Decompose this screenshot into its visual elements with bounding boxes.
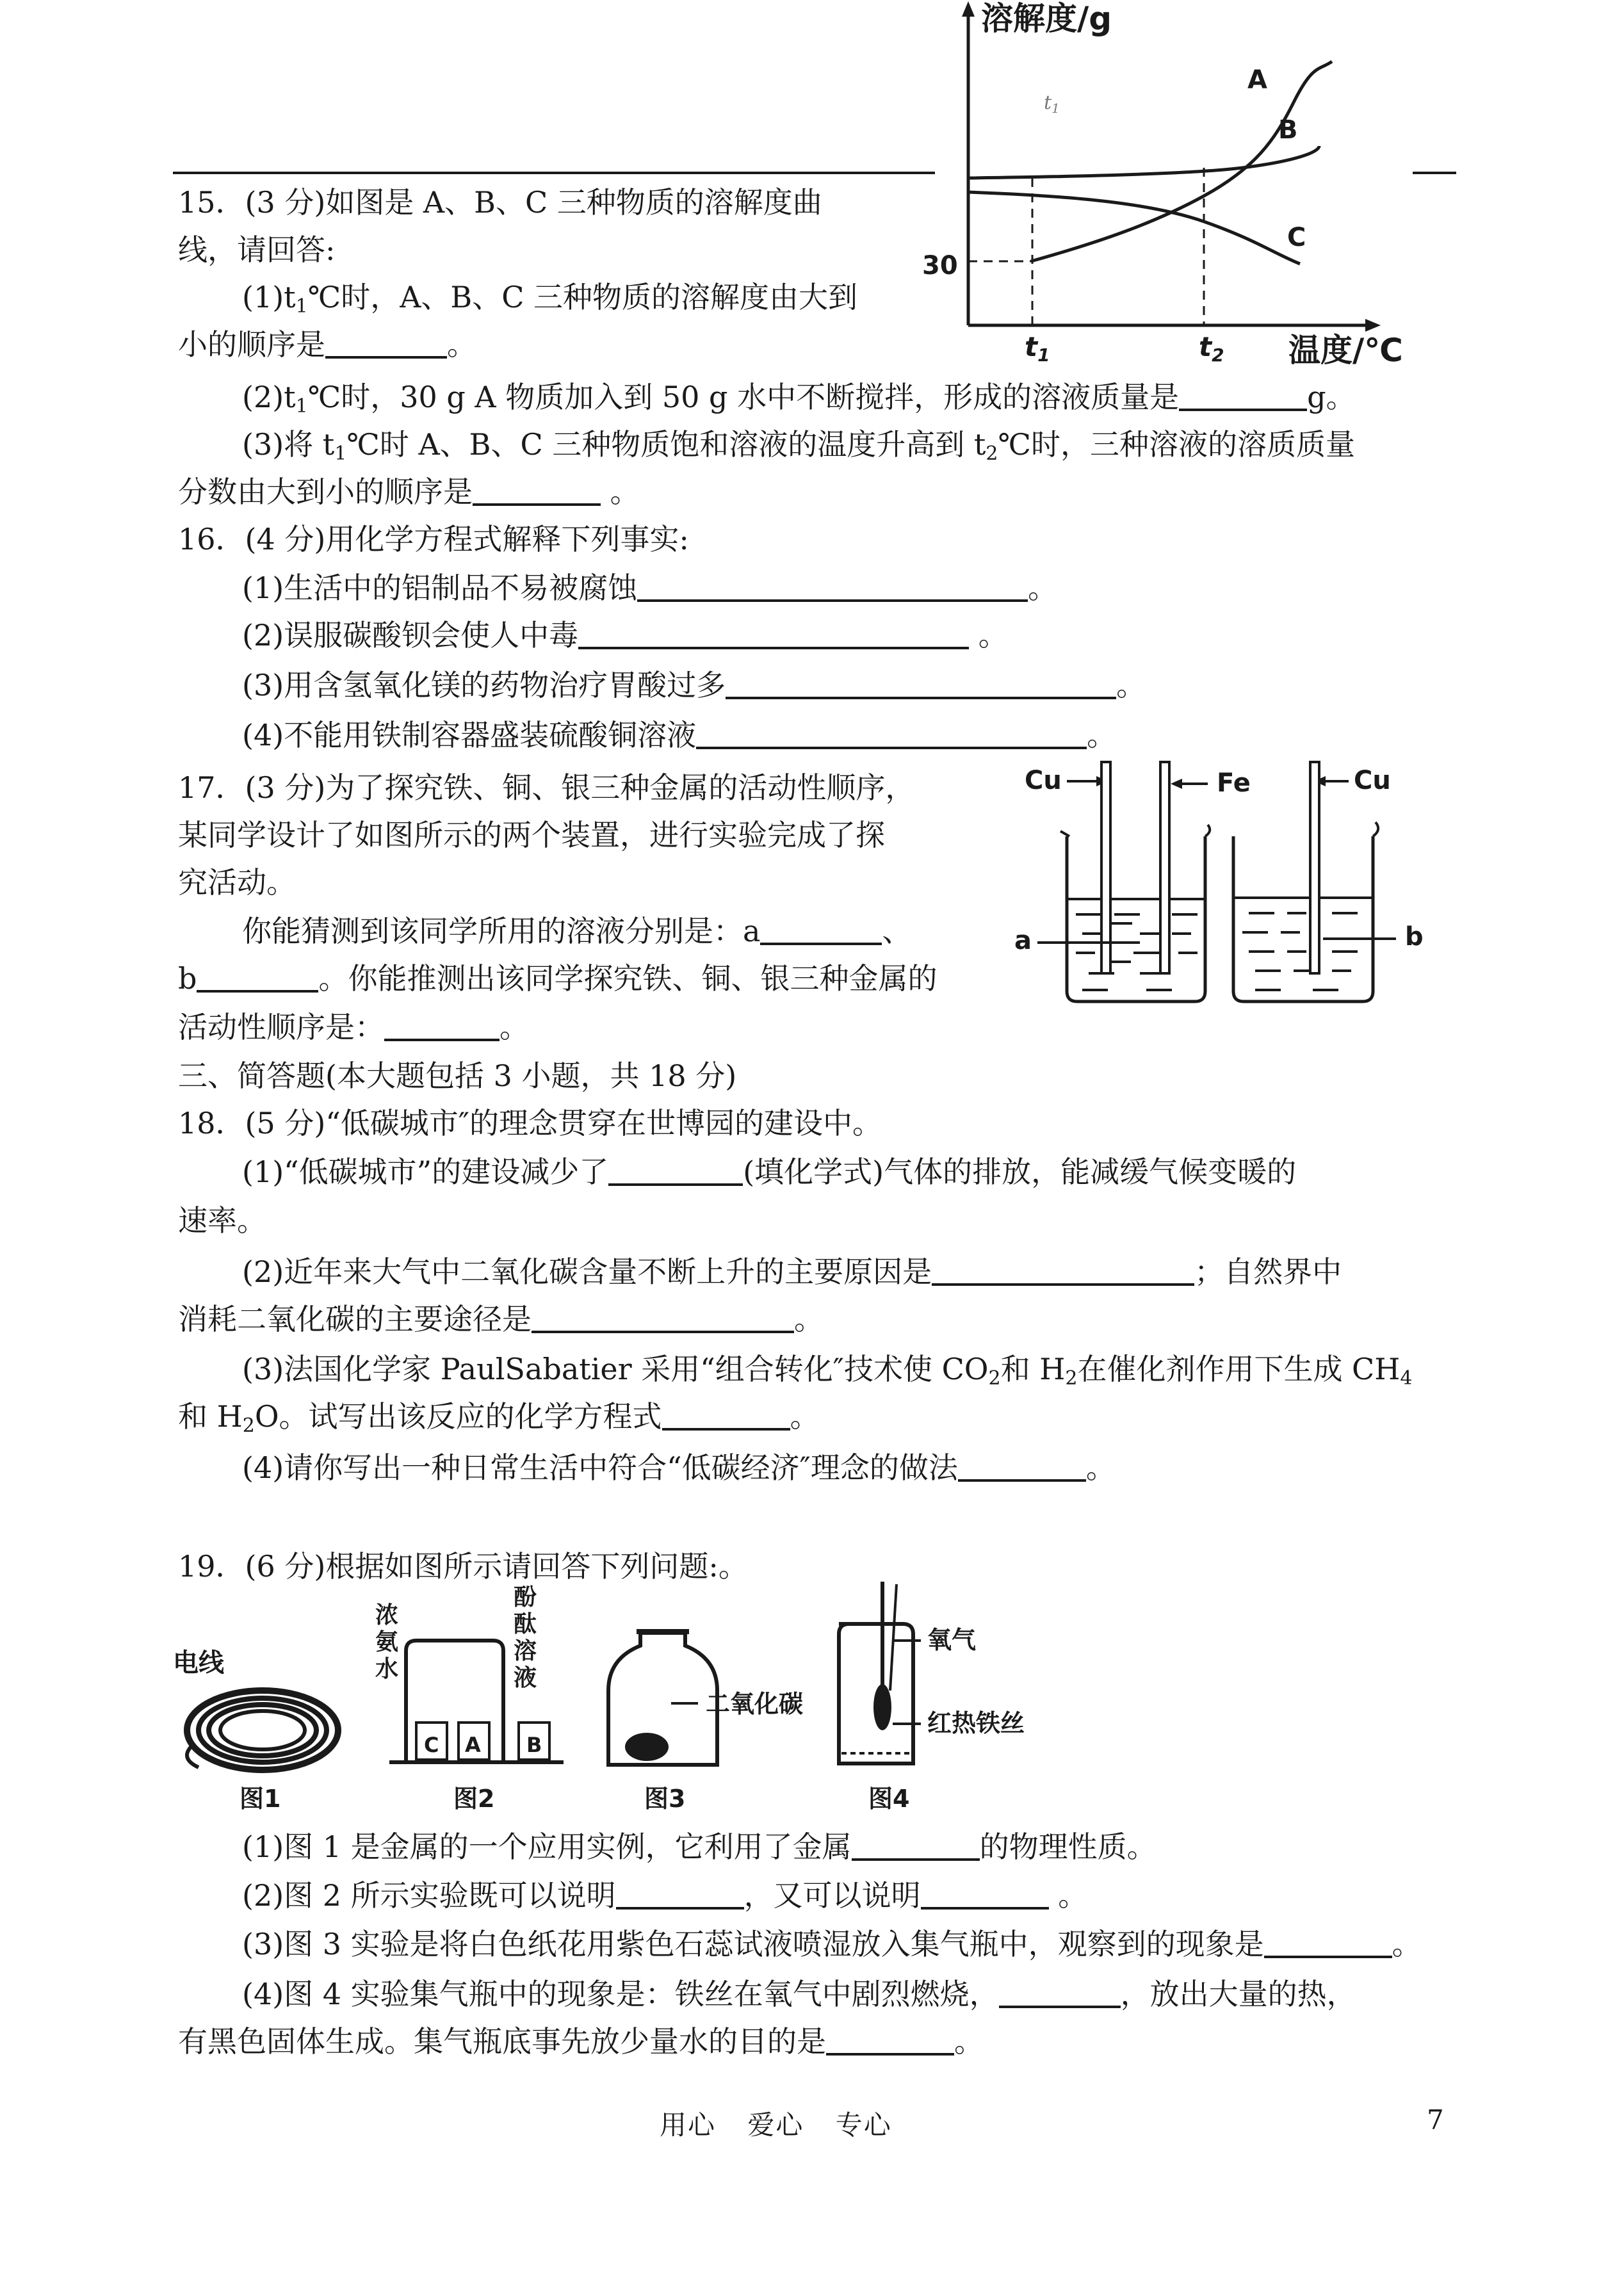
q19-line5: (4)图 4 实验集气瓶中的现象是：铁丝在氧气中剧烈燃烧， ，放出大量的热，	[242, 1977, 1356, 2011]
answer-blank[interactable]	[608, 1155, 743, 1186]
q18-line1: 18．(5 分)“低碳城市″的理念贯穿在世博园的建设中。	[178, 1106, 882, 1140]
q19-line4: (3)图 3 实验是将白色纸花用紫色石蕊试液喷湿放入集气瓶中，观察到的现象是 。	[242, 1927, 1422, 1961]
answer-blank[interactable]	[384, 1010, 499, 1041]
figure-4-iron-jar	[839, 1582, 1025, 1764]
q16-line3: (2)误服碳酸钡会使人中毒 。	[242, 618, 1008, 653]
x-tick-t2: t2	[1199, 331, 1224, 366]
answer-blank[interactable]	[999, 1977, 1121, 2008]
page-number: 7	[1427, 2104, 1444, 2136]
oxygen-label: 氧气	[927, 1626, 977, 1654]
iron-wire-label: 红热铁丝	[927, 1709, 1025, 1737]
solution-b-label: b	[1405, 922, 1424, 952]
answer-blank[interactable]	[852, 1830, 980, 1861]
answer-blank[interactable]	[726, 669, 1116, 699]
q19-line2: (1)图 1 是金属的一个应用实例，它利用了金属 的物理性质。	[242, 1829, 1157, 1864]
page-footer: 用心 爱心 专心	[660, 2109, 892, 2141]
q19-line6: 有黑色固体生成。集气瓶底事先放少量水的目的是 。	[178, 2024, 984, 2059]
beaker-left	[1060, 762, 1210, 1002]
solubility-chart	[909, 0, 1454, 371]
q18-line6: (3)法国化学家 PaulSabatier 采用“组合转化″技术使 $CO_2$和 $H_2$在催化剂作用下生成 $CH_4$	[242, 1352, 1413, 1390]
ammonia-label-1: 浓	[375, 1602, 399, 1628]
beaker-a-label: A	[465, 1733, 481, 1757]
x-axis-label: 温度/℃	[1288, 332, 1403, 369]
cu-label-left: Cu	[1025, 766, 1062, 795]
q15-line2: 线，请回答:	[178, 232, 336, 267]
x-axis	[968, 319, 1381, 332]
q15-line4: 小的顺序是 。	[178, 327, 476, 362]
figure-1-caption: 图1	[240, 1785, 281, 1813]
q17-line1: 17．(3 分)为了探究铁、铜、银三种金属的活动性顺序，	[178, 770, 915, 805]
q18-line4: (2)近年来大气中二氧化碳含量不断上升的主要原因是 ；自然界中	[242, 1254, 1342, 1289]
curve-b	[968, 146, 1319, 178]
q17-line5: b 。你能推测出该同学探究铁、铜、银三种金属的	[178, 961, 938, 996]
figure-3-co2-jar	[608, 1632, 803, 1765]
answer-blank[interactable]	[616, 1879, 744, 1910]
q19-line1: 19．(6 分)根据如图所示请回答下列问题:。	[178, 1549, 748, 1584]
beakers-figure	[1012, 756, 1460, 1018]
answer-blank[interactable]	[1264, 1927, 1392, 1958]
answer-blank[interactable]	[958, 1451, 1086, 1482]
answer-blank[interactable]	[932, 1255, 1194, 1286]
answer-blank[interactable]	[1179, 380, 1307, 411]
answer-blank[interactable]	[325, 328, 447, 359]
phenol-label-4: 液	[514, 1665, 537, 1691]
q18-line5: 消耗二氧化碳的主要途径是 。	[178, 1302, 824, 1336]
curve-a-label: A	[1247, 65, 1267, 95]
phenol-label-1: 酚	[514, 1584, 537, 1610]
answer-blank[interactable]	[826, 2025, 954, 2056]
ammonia-label-2: 氨	[375, 1629, 399, 1655]
q17-line3: 究活动。	[178, 865, 296, 900]
ammonia-label-3: 水	[375, 1656, 399, 1682]
q15-line1: 15．(3 分)如图是 A、B、C 三种物质的溶解度曲	[178, 185, 822, 220]
stray-t1-mark: $t_1$	[1044, 92, 1060, 116]
x-tick-t1: t1	[1025, 331, 1050, 366]
q15-line6: (3)将 $t_1℃$时 A、B、C 三种物质饱和溶液的温度升高到 $t_2℃$时，三种溶液的溶质质量	[242, 427, 1355, 465]
solution-a-label: a	[1014, 926, 1032, 955]
fe-label: Fe	[1217, 768, 1251, 798]
q16-line2: (1)生活中的铝制品不易被腐蚀 。	[242, 571, 1058, 605]
y-tick-30: 30	[922, 251, 958, 280]
beaker-c-label: C	[424, 1733, 439, 1757]
figure-1-wire	[173, 1648, 338, 1770]
q17-line2: 某同学设计了如图所示的两个装置，进行实验完成了探	[178, 818, 885, 852]
q16-line4: (3)用含氢氧化镁的药物治疗胃酸过多 。	[242, 668, 1146, 702]
q18-line2: (1)“低碳城市”的建设减少了 (填化学式)气体的排放，能减缓气候变暖的	[242, 1155, 1297, 1189]
figure-2-ammonia	[375, 1584, 564, 1762]
y-axis	[962, 1, 975, 325]
answer-blank[interactable]	[532, 1302, 794, 1333]
co2-label: 二氧化碳	[706, 1690, 804, 1718]
section-3-heading: 三、简答题(本大题包括 3 小题，共 18 分)	[178, 1058, 737, 1093]
q17-line4: 你能猜测到该同学所用的溶液分别是：a 、	[242, 914, 912, 948]
q16-line1: 16．(4 分)用化学方程式解释下列事实:	[178, 522, 689, 556]
cu-label-right: Cu	[1354, 766, 1391, 795]
q18-line7: 和 $H_2O$。试写出该反应的化学方程式 。	[178, 1399, 820, 1437]
q15-line5: $(2)t_1℃$时，30 g A 物质加入到 50 g 水中不断搅拌，形成的溶液质量是 g。	[242, 380, 1356, 418]
q19-line3: (2)图 2 所示实验既可以说明 ，又可以说明 。	[242, 1878, 1088, 1913]
answer-blank[interactable]	[197, 962, 318, 993]
figure-3-caption: 图3	[644, 1785, 686, 1813]
answer-blank[interactable]	[473, 475, 601, 506]
q18-line8: (4)请你写出一种日常生活中符合“低碳经济″理念的做法 。	[242, 1450, 1116, 1485]
q18-line3: 速率。	[178, 1203, 266, 1238]
answer-blank[interactable]	[921, 1879, 1049, 1910]
answer-blank[interactable]	[637, 571, 1028, 602]
top-rule-left	[173, 172, 935, 174]
beaker-b-label: B	[526, 1733, 542, 1757]
q16-line5: (4)不能用铁制容器盛装硫酸铜溶液 。	[242, 718, 1117, 752]
phenol-label-3: 溶	[514, 1638, 537, 1664]
q15-line3: $(1)t_1℃$时，A、B、C 三种物质的溶解度由大到	[242, 280, 858, 318]
answer-blank[interactable]	[760, 914, 882, 945]
beaker-right	[1233, 762, 1378, 1002]
y-axis-label: 溶解度/g	[981, 0, 1112, 37]
phenol-label-2: 酞	[514, 1611, 537, 1637]
q19-figures	[173, 1582, 1069, 1819]
q17-line6: 活动性顺序是： 。	[178, 1010, 529, 1044]
figure-4-caption: 图4	[868, 1785, 910, 1813]
answer-blank[interactable]	[578, 619, 969, 649]
curve-c-label: C	[1287, 223, 1306, 252]
q15-line7: 分数由大到小的顺序是 。	[178, 474, 640, 509]
answer-blank[interactable]	[662, 1400, 790, 1431]
answer-blank[interactable]	[696, 718, 1087, 749]
curve-b-label: B	[1278, 115, 1298, 145]
figure-2-caption: 图2	[453, 1785, 495, 1813]
wire-label: 电线	[173, 1648, 224, 1678]
